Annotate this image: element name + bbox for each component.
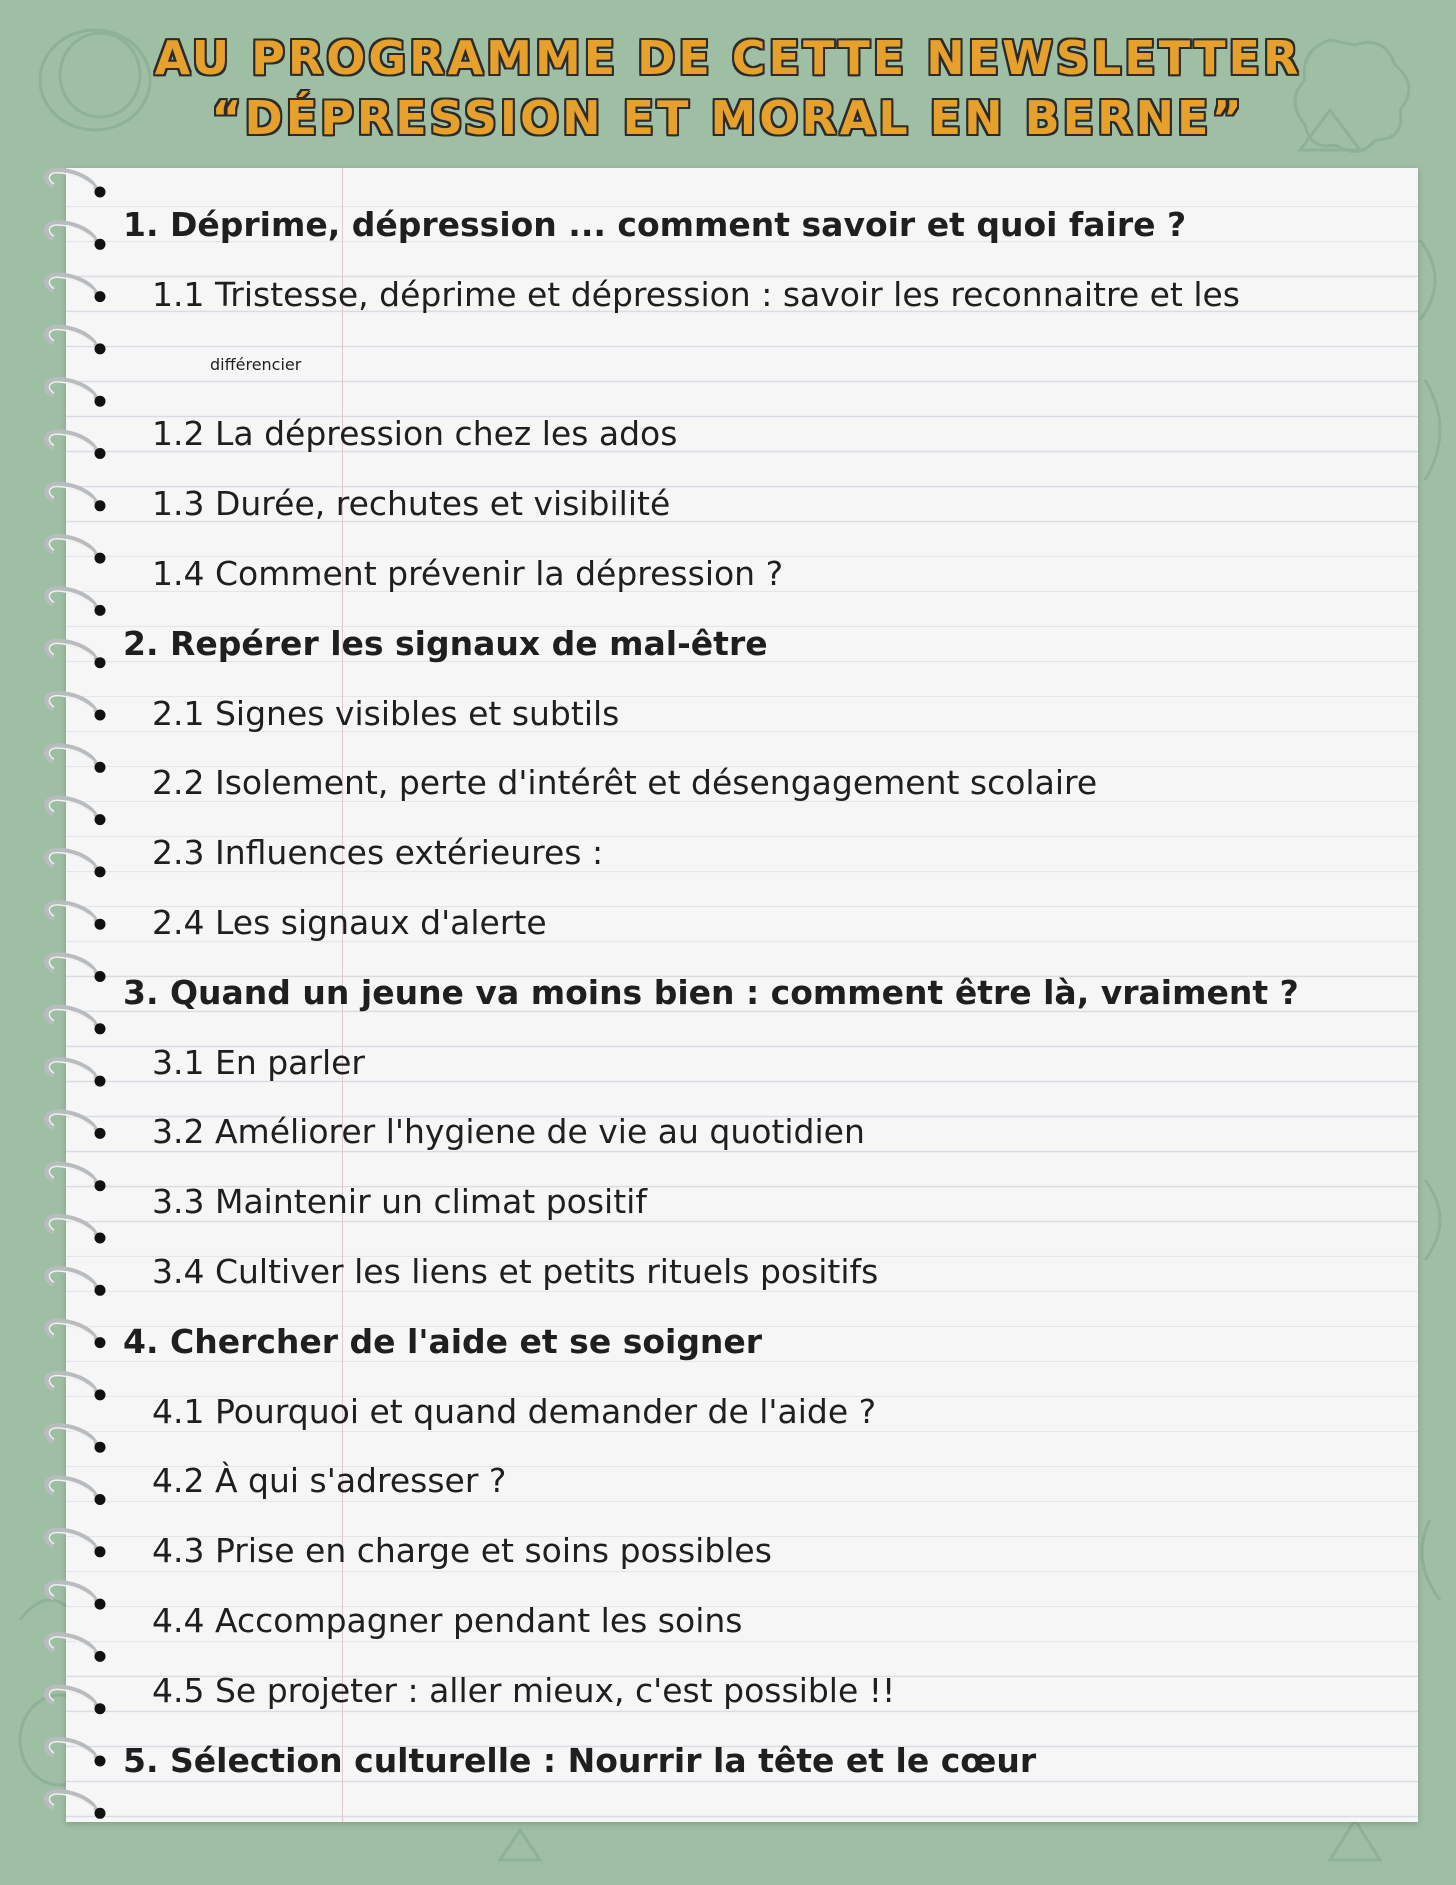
toc-subsection-item: 3.1 En parler [152,1042,366,1082]
toc-subsection-item: 4.4 Accompagner pendant les soins [152,1600,743,1640]
toc-subsection-item: 3.3 Maintenir un climat positif [152,1182,647,1222]
toc-subsection-item: 1.4 Comment prévenir la dépression ? [152,553,784,593]
spiral-ring [46,170,105,198]
toc-subsection-item: 1.1 Tristesse, déprime et dépression : savoir les reconnaitre et les [152,274,1241,314]
toc-subsection-item: 2.4 Les signaux d'alerte [152,902,547,942]
title-line-2: “DÉPRESSION ET MORAL EN BERNE” [211,91,1245,145]
toc-subsection-item: 4.1 Pourquoi et quand demander de l'aide ? [152,1391,877,1431]
toc-section-heading: 3. Quand un jeune va moins bien : comment être là, vraiment ? [123,972,1299,1012]
toc-section-heading: 1. Déprime, dépression ... comment savoir et quoi faire ? [123,205,1187,244]
toc-subsection-item: 4.2 À qui s'adresser ? [152,1461,507,1501]
toc-subsection-item: 2.2 Isolement, perte d'intérêt et désengagement scolaire [152,763,1098,803]
toc-subsection-item: 3.2 Améliorer l'hygiene de vie au quotidien [152,1112,865,1152]
toc-subsection-item: 3.4 Cultiver les liens et petits rituels positifs [152,1251,879,1291]
toc-subsection-item: 2.1 Signes visibles et subtils [152,693,620,733]
table-of-contents [0,196,1456,1801]
toc-section-heading: 2. Repérer les signaux de mal-être [123,623,768,663]
title-line-1: AU PROGRAMME DE CETTE NEWSLETTER [154,31,1302,85]
toc-subsection-item: 1.2 La dépression chez les ados [152,414,678,454]
toc-section-heading: 4. Chercher de l'aide et se soigner [123,1321,763,1361]
toc-subsection-item: 1.3 Durée, rechutes et visibilité [152,484,671,524]
toc-subsection-item: 4.5 Se projeter : aller mieux, c'est possible !! [152,1670,896,1710]
toc-section-heading: 5. Sélection culturelle : Nourrir la tête et le cœur [123,1740,1037,1780]
toc-subsection-item: différencier [210,354,302,374]
toc-subsection-item: 2.3 Influences extérieures : [152,833,604,873]
newsletter-title [0,28,1456,148]
toc-subsection-item: 4.3 Prise en charge et soins possibles [152,1531,772,1571]
